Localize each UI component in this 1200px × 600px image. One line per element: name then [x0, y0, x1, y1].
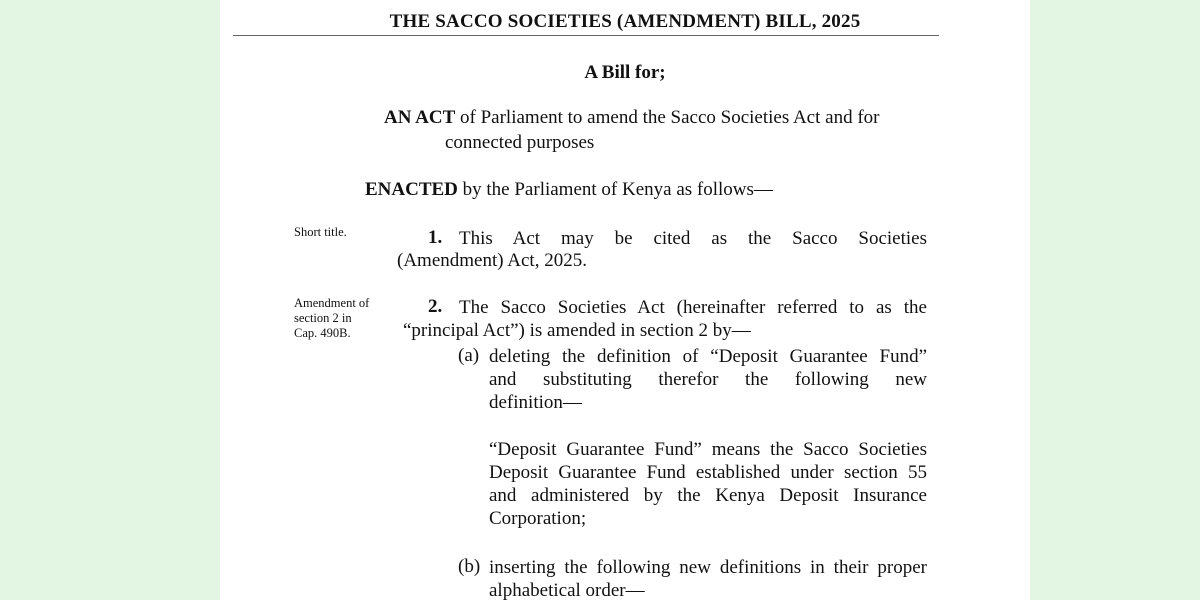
item-b-line-2: alphabetical order—	[489, 580, 645, 600]
section-1-line-2: (Amendment) Act, 2025.	[397, 250, 587, 271]
document-page	[220, 0, 1030, 600]
preamble-line-1	[384, 107, 879, 129]
enacting-lead: ENACTED	[365, 179, 458, 200]
section-2-number: 2.	[428, 296, 443, 317]
item-a-label: (a)	[458, 345, 480, 366]
margin-note-line-3: Cap. 490B.	[294, 326, 351, 340]
margin-note-amendment	[294, 296, 394, 341]
section-2-line-2: “principal Act”) is amended in section 2 by—	[403, 320, 751, 341]
item-a-text	[489, 345, 927, 414]
section-2-line-1: The Sacco Societies Act (hereinafter referred to as the	[459, 297, 927, 318]
preamble-line-2: connected purposes	[445, 132, 595, 153]
margin-note-short-title: Short title.	[294, 225, 347, 239]
item-b-text	[489, 556, 927, 600]
margin-note-line-2: section 2 in	[294, 311, 352, 325]
item-a-line-1: deleting the definition of “Deposit Guarantee Fund”	[489, 346, 927, 367]
definition-line-2: Deposit Guarantee Fund established under section 55	[489, 462, 927, 483]
definition-line-1: “Deposit Guarantee Fund” means the Sacco Societies	[489, 439, 927, 460]
enacting-text: by the Parliament of Kenya as follows—	[457, 179, 773, 200]
preamble-lead: AN ACT	[384, 107, 456, 128]
item-b-line-1: inserting the following new definitions in their proper	[489, 557, 927, 578]
definition-block	[489, 438, 927, 530]
section-2-line-1-wrap	[459, 296, 927, 319]
definition-line-3: and administered by the Kenya Deposit Insurance	[489, 485, 927, 506]
item-a-line-2: and substituting therefor the following new	[489, 369, 927, 390]
section-1-number: 1.	[428, 227, 443, 248]
item-a-line-3: definition—	[489, 392, 582, 413]
definition-line-4: Corporation;	[489, 508, 587, 529]
section-1-line-1-wrap	[459, 227, 927, 250]
margin-note-line-1: Amendment of	[294, 296, 370, 310]
bill-title: THE SACCO SOCIETIES (AMENDMENT) BILL, 2025	[389, 11, 861, 32]
section-1-line-1: This Act may be cited as the Sacco Societies	[459, 228, 927, 249]
preamble-line-1-text: of Parliament to amend the Sacco Societies Act and for	[455, 107, 880, 128]
enacting-clause	[365, 179, 773, 201]
item-b-label: (b)	[458, 556, 481, 577]
title-divider	[233, 35, 939, 36]
bill-for-heading: A Bill for;	[584, 62, 666, 83]
